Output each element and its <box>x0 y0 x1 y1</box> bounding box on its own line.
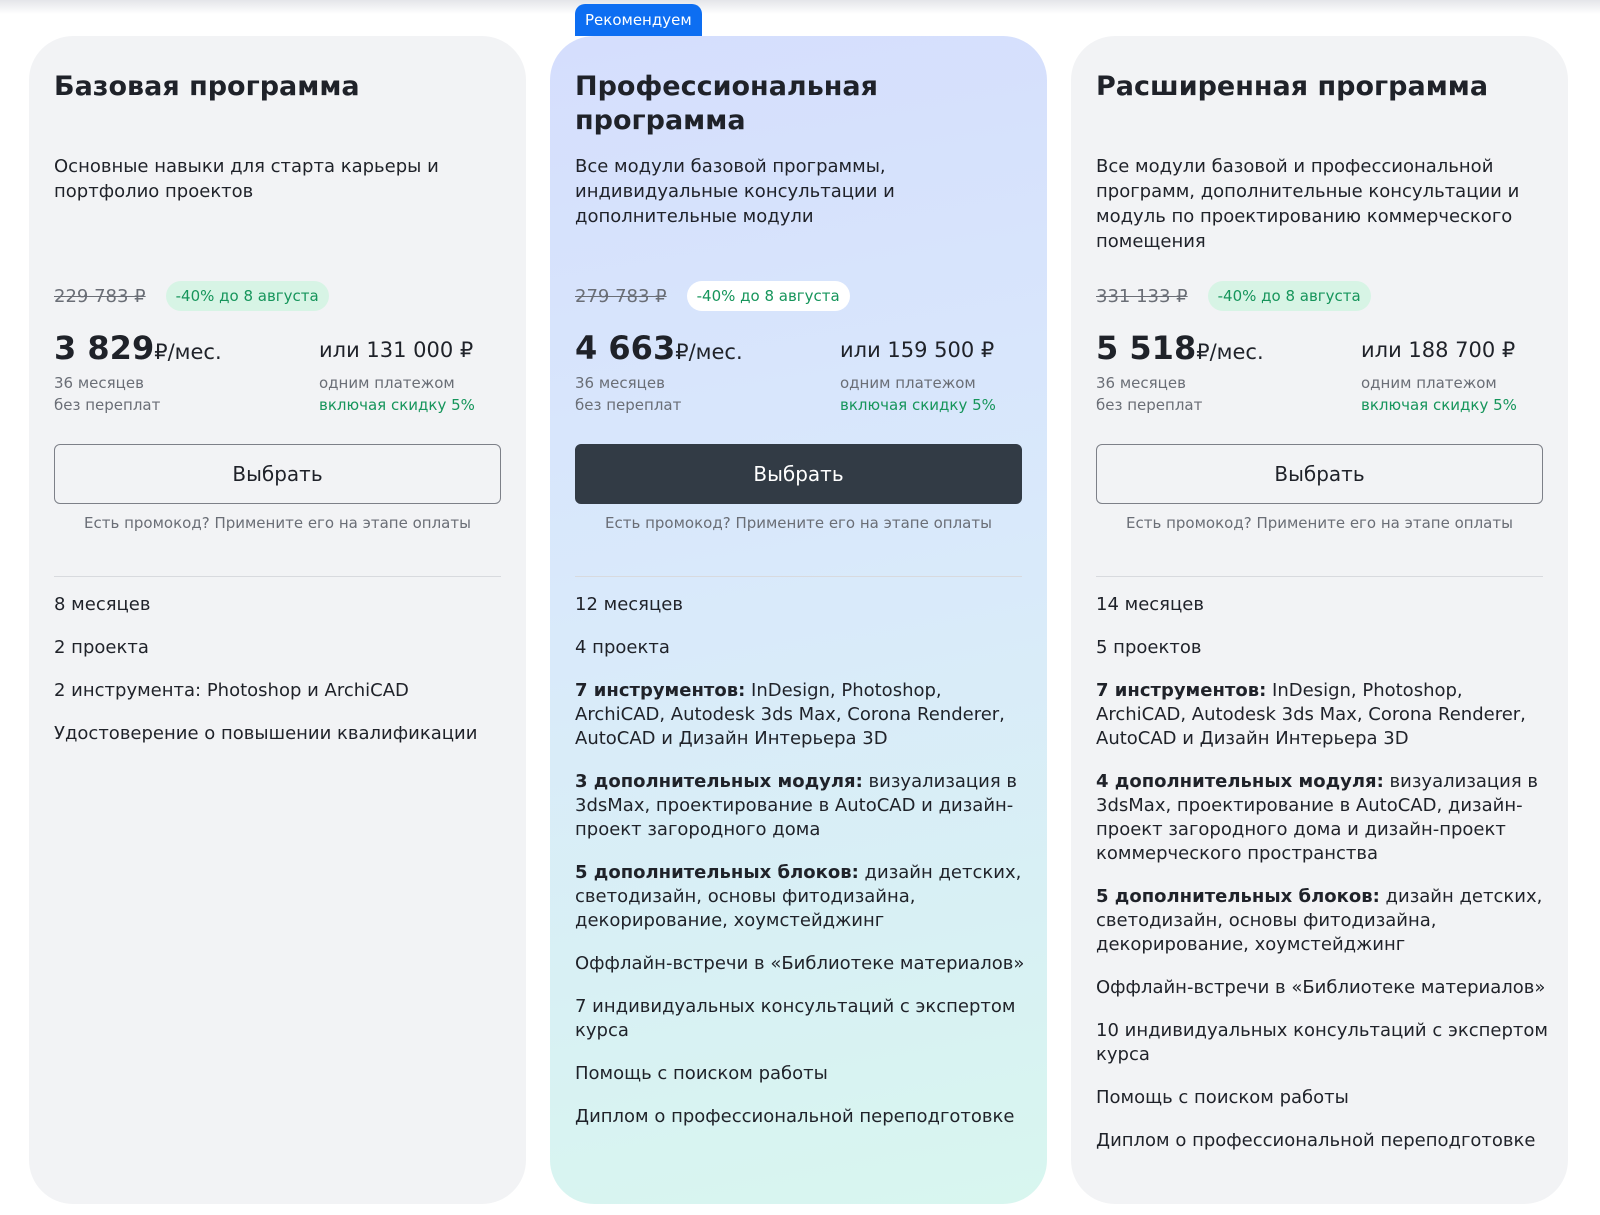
installment-note <box>1096 372 1202 416</box>
lump-sum-label: одним платежом <box>840 374 976 392</box>
feature-item <box>575 1062 1035 1086</box>
feature-item <box>575 861 1035 933</box>
select-button[interactable]: Выбрать <box>575 444 1022 504</box>
feature-item <box>1096 593 1556 617</box>
feature-text: 5 проектов <box>1096 637 1202 658</box>
discount-badge: -40% до 8 августа <box>166 281 329 311</box>
feature-item <box>54 722 514 746</box>
pricing-card-extended <box>1071 36 1568 1204</box>
promo-note: Есть промокод? Примените его на этапе оплаты <box>605 514 992 532</box>
promo-note: Есть промокод? Примените его на этапе оплаты <box>84 514 471 532</box>
discount-badge: -40% до 8 августа <box>687 281 850 311</box>
old-price: 279 783 ₽ <box>575 285 667 307</box>
card-title: Расширенная программа <box>1096 71 1489 102</box>
monthly-amount: 3 829 <box>54 329 155 367</box>
card-description: Основные навыки для старта карьеры и портфолио проектов <box>54 156 439 202</box>
feature-item <box>575 636 1035 660</box>
monthly-amount: 5 518 <box>1096 329 1197 367</box>
lump-sum-discount: включая скидку 5% <box>319 396 475 414</box>
feature-item <box>1096 976 1556 1000</box>
feature-text: 7 индивидуальных консультаций с экспертом курса <box>575 996 1016 1041</box>
feature-highlight: 5 дополнительных блоков: <box>575 862 859 883</box>
monthly-unit: ₽/мес. <box>1196 340 1264 364</box>
lump-sum-label: одним платежом <box>1361 374 1497 392</box>
lump-sum-note <box>319 372 475 416</box>
old-price: 229 783 ₽ <box>54 285 146 307</box>
card-title: Базовая программа <box>54 71 360 102</box>
feature-text: Диплом о профессиональной переподготовке <box>1096 1130 1536 1151</box>
monthly-unit: ₽/мес. <box>675 340 743 364</box>
monthly-price <box>54 329 222 367</box>
feature-item <box>54 593 514 617</box>
lump-sum-discount: включая скидку 5% <box>1361 396 1517 414</box>
feature-item <box>1096 679 1556 751</box>
feature-text: Оффлайн-встречи в «Библиотеке материалов» <box>575 953 1025 974</box>
feature-item <box>575 1105 1035 1129</box>
select-button[interactable]: Выбрать <box>1096 444 1543 504</box>
feature-list <box>1096 593 1556 1172</box>
lump-sum-price: или 131 000 ₽ <box>319 338 474 362</box>
divider <box>54 576 501 577</box>
feature-item <box>575 593 1035 617</box>
monthly-unit: ₽/мес. <box>154 340 222 364</box>
feature-list <box>575 593 1035 1148</box>
installment-note <box>54 372 160 416</box>
select-button[interactable]: Выбрать <box>54 444 501 504</box>
monthly-price <box>1096 329 1264 367</box>
feature-text: дизайн детских, светодизайн, основы фитодизайна, декорирование, хоумстейджинг <box>575 862 1022 931</box>
price-row <box>1096 280 1371 312</box>
lump-sum-price: или 188 700 ₽ <box>1361 338 1516 362</box>
feature-item <box>1096 1019 1556 1067</box>
feature-item <box>575 995 1035 1043</box>
card-title: Профессиональная программа <box>575 71 878 136</box>
divider <box>575 576 1022 577</box>
feature-text: Оффлайн-встречи в «Библиотеке материалов» <box>1096 977 1546 998</box>
card-description: Все модули базовой и профессиональной программ, дополнительные консультации и модуль по проектированию коммерческого помещения <box>1096 156 1520 252</box>
feature-text: InDesign, Photoshop, ArchiCAD, Autodesk 3ds Max, Corona Renderer, AutoCAD и Дизайн Интерьера 3D <box>575 680 1005 749</box>
feature-text: Помощь с поиском работы <box>575 1063 828 1084</box>
installment-condition: без переплат <box>54 396 161 414</box>
price-row <box>575 280 850 312</box>
installment-term: 36 месяцев <box>575 374 665 392</box>
feature-text: 8 месяцев <box>54 594 151 615</box>
lump-sum-discount: включая скидку 5% <box>840 396 996 414</box>
card-description: Все модули базовой программы, индивидуальные консультации и дополнительные модули <box>575 156 895 227</box>
feature-text: 12 месяцев <box>575 594 683 615</box>
feature-item <box>575 952 1035 976</box>
old-price: 331 133 ₽ <box>1096 285 1188 307</box>
feature-item <box>1096 1129 1556 1153</box>
feature-highlight: 7 инструментов: <box>1096 680 1267 701</box>
feature-item <box>1096 885 1556 957</box>
feature-item <box>54 636 514 660</box>
divider <box>1096 576 1543 577</box>
top-shadow <box>0 0 1600 14</box>
installment-condition: без переплат <box>575 396 682 414</box>
monthly-price <box>575 329 743 367</box>
feature-item <box>54 679 514 703</box>
lump-sum-note <box>840 372 996 416</box>
feature-item <box>1096 636 1556 660</box>
feature-item <box>575 770 1035 842</box>
feature-text: 2 инструмента: Photoshop и ArchiCAD <box>54 680 409 701</box>
discount-badge: -40% до 8 августа <box>1208 281 1371 311</box>
feature-text: визуализация в 3dsMax, проектирование в AutoCAD и дизайн-проект загородного дома <box>575 771 1018 840</box>
feature-text: 14 месяцев <box>1096 594 1204 615</box>
feature-highlight: 7 инструментов: <box>575 680 746 701</box>
feature-text: Удостоверение о повышении квалификации <box>54 723 478 744</box>
monthly-amount: 4 663 <box>575 329 676 367</box>
feature-item <box>1096 1086 1556 1110</box>
recommended-badge: Рекомендуем <box>575 4 702 36</box>
feature-text: Диплом о профессиональной переподготовке <box>575 1106 1015 1127</box>
installment-term: 36 месяцев <box>1096 374 1186 392</box>
feature-text: дизайн детских, светодизайн, основы фитодизайна, декорирование, хоумстейджинг <box>1096 886 1543 955</box>
feature-text: 10 индивидуальных консультаций с экспертом курса <box>1096 1020 1548 1065</box>
feature-highlight: 3 дополнительных модуля: <box>575 771 863 792</box>
installment-term: 36 месяцев <box>54 374 144 392</box>
feature-text: визуализация в 3dsMax, проектирование в AutoCAD, дизайн-проект загородного дома и дизайн-проект коммерческого пространства <box>1096 771 1539 864</box>
feature-list <box>54 593 514 765</box>
installment-condition: без переплат <box>1096 396 1203 414</box>
lump-sum-label: одним платежом <box>319 374 455 392</box>
installment-note <box>575 372 681 416</box>
feature-text: 4 проекта <box>575 637 670 658</box>
price-row <box>54 280 329 312</box>
feature-item <box>1096 770 1556 866</box>
feature-highlight: 5 дополнительных блоков: <box>1096 886 1380 907</box>
feature-highlight: 4 дополнительных модуля: <box>1096 771 1384 792</box>
lump-sum-note <box>1361 372 1517 416</box>
feature-text: 2 проекта <box>54 637 149 658</box>
promo-note: Есть промокод? Примените его на этапе оплаты <box>1126 514 1513 532</box>
feature-text: Помощь с поиском работы <box>1096 1087 1349 1108</box>
feature-text: InDesign, Photoshop, ArchiCAD, Autodesk 3ds Max, Corona Renderer, AutoCAD и Дизайн Интерьера 3D <box>1096 680 1526 749</box>
pricing-card-professional <box>550 11 1047 1204</box>
lump-sum-price: или 159 500 ₽ <box>840 338 995 362</box>
pricing-card-basic <box>29 36 526 1204</box>
feature-item <box>575 679 1035 751</box>
